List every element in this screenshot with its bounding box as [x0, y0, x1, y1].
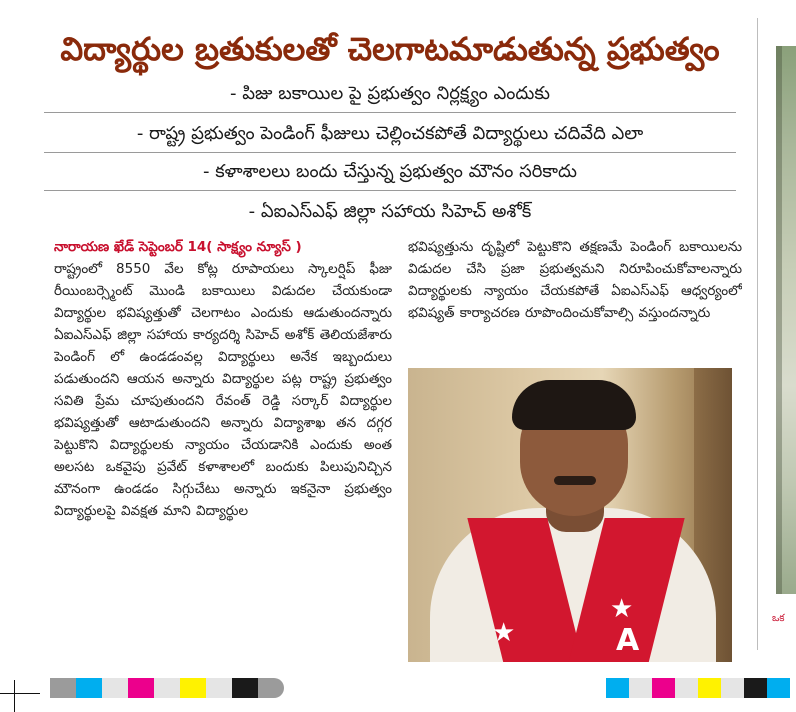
- color-swatch: [50, 678, 76, 698]
- color-swatch: [76, 678, 102, 698]
- color-swatch: [102, 678, 128, 698]
- subhead-3: - కళాశాలలు బందు చేస్తున్న ప్రభుత్వం మౌనం సరికాదు: [203, 161, 577, 182]
- color-swatch: [154, 678, 180, 698]
- subhead-divider: [44, 112, 736, 113]
- color-swatch: [128, 678, 154, 698]
- color-swatch: [767, 678, 790, 698]
- scarf-letter: A: [616, 623, 640, 658]
- color-swatch: [721, 678, 744, 698]
- color-swatch: [232, 678, 258, 698]
- subhead-divider: [44, 152, 736, 153]
- star-icon: ★: [610, 594, 634, 624]
- color-swatch: [258, 678, 284, 698]
- color-swatch: [698, 678, 721, 698]
- color-swatch: [180, 678, 206, 698]
- body-text-right: భవిష్యత్తును దృష్టిలో పెట్టుకొని తక్షణమే పెండింగ్ బకాయిలను విడుదల చేసి ప్రజా ప్రభుత్వమని నిరూపించుకోవాలన్నారు విద్యార్థులకు న్యాయం చేయకపోతే ఏఐఎస్ఎఫ్ ఆధ్వర్యంలో భవిష్యత్ కార్యాచరణ రూపొందించుకోవాల్సి వస్తుందన్నారు: [408, 239, 742, 321]
- color-swatch: [629, 678, 652, 698]
- color-swatch: [675, 678, 698, 698]
- column-rule: [757, 18, 758, 650]
- subhead-2: - రాష్ట్ర ప్రభుత్వం పెండింగ్ ఫీజులు చెల్లించకపోతే విద్యార్థులు చదివేది ఎలా: [136, 123, 644, 144]
- color-swatch: [606, 678, 629, 698]
- star-icon: ★: [492, 618, 516, 648]
- subhead-divider: [44, 190, 736, 191]
- color-swatch: [206, 678, 232, 698]
- crop-mark: [0, 693, 40, 694]
- article-column-left: [54, 236, 392, 644]
- crop-mark: [14, 680, 15, 712]
- person-photo: [408, 368, 732, 662]
- body-text-left: రాష్ట్రంలో 8550 వేల కోట్ల రూపాయలు స్కాలర్షిప్ ఫీజు రీయింబర్స్మెంట్ మొండి బకాయిలు విడుదల చేయకుండా విద్యార్థుల భవిష్యత్తుతో చెలగాటం ఎందుకు ఆడుతుందన్నారు ఏఐఎస్ఎఫ్ జిల్లా సహాయ కార్యదర్శి సిహెచ్ అశోక్ తెలియజేశారు పెండింగ్ లో ఉండడంవల్ల విద్యార్థులు అనేక ఇబ్బందులు పడుతుందని ఆయన అన్నారు విద్యార్థుల పట్ల రాష్ట్ర ప్రభుత్వం సవితి ప్రేమ చూపుతుందని రేవంత్ రెడ్డి సర్కార్ విద్యార్థుల భవిష్యత్తుతో ఆటాడుతుందని అన్నారు విద్యాశాఖ తన దగ్గర పెట్టుకొని విద్యార్థులకు న్యాయం చేయడానికి ఎందుకు అంత అలసట ఒకవైపు ప్రవేట్ కళాశాలలో బందుకు పిలుపునిచ్చిన మౌనంగా ఉండడం సిగ్గుచేటు అన్నారు ఇకనైనా ప్రభుత్వం విద్యార్థులపై వివక్షత మాని విద్యార్థుల: [54, 261, 392, 519]
- photo-moustache: [554, 476, 596, 485]
- photo-hair: [512, 380, 636, 430]
- color-swatch: [652, 678, 675, 698]
- color-swatch: [744, 678, 767, 698]
- adjacent-photo-shade: [776, 46, 782, 594]
- article-column-right: [408, 236, 742, 362]
- dateline: నారాయణ ఖేడ్ సెప్టెంబర్ 14( సాక్ష్యం న్యూస్ ): [54, 239, 302, 255]
- subhead-4: - ఏఐఎస్ఎఫ్ జిల్లా సహాయ సిహెచ్ అశోక్: [248, 201, 532, 222]
- adjacent-article-snippet: ఒక: [772, 613, 785, 624]
- article-headline: విద్యార్థుల బ్రతుకులతో చెలగాటమాడుతున్న ప్రభుత్వం: [60, 30, 720, 68]
- subhead-1: - పిజు బకాయిల పై ప్రభుత్వం నిర్లక్ష్యం ఎందుకు: [230, 83, 550, 104]
